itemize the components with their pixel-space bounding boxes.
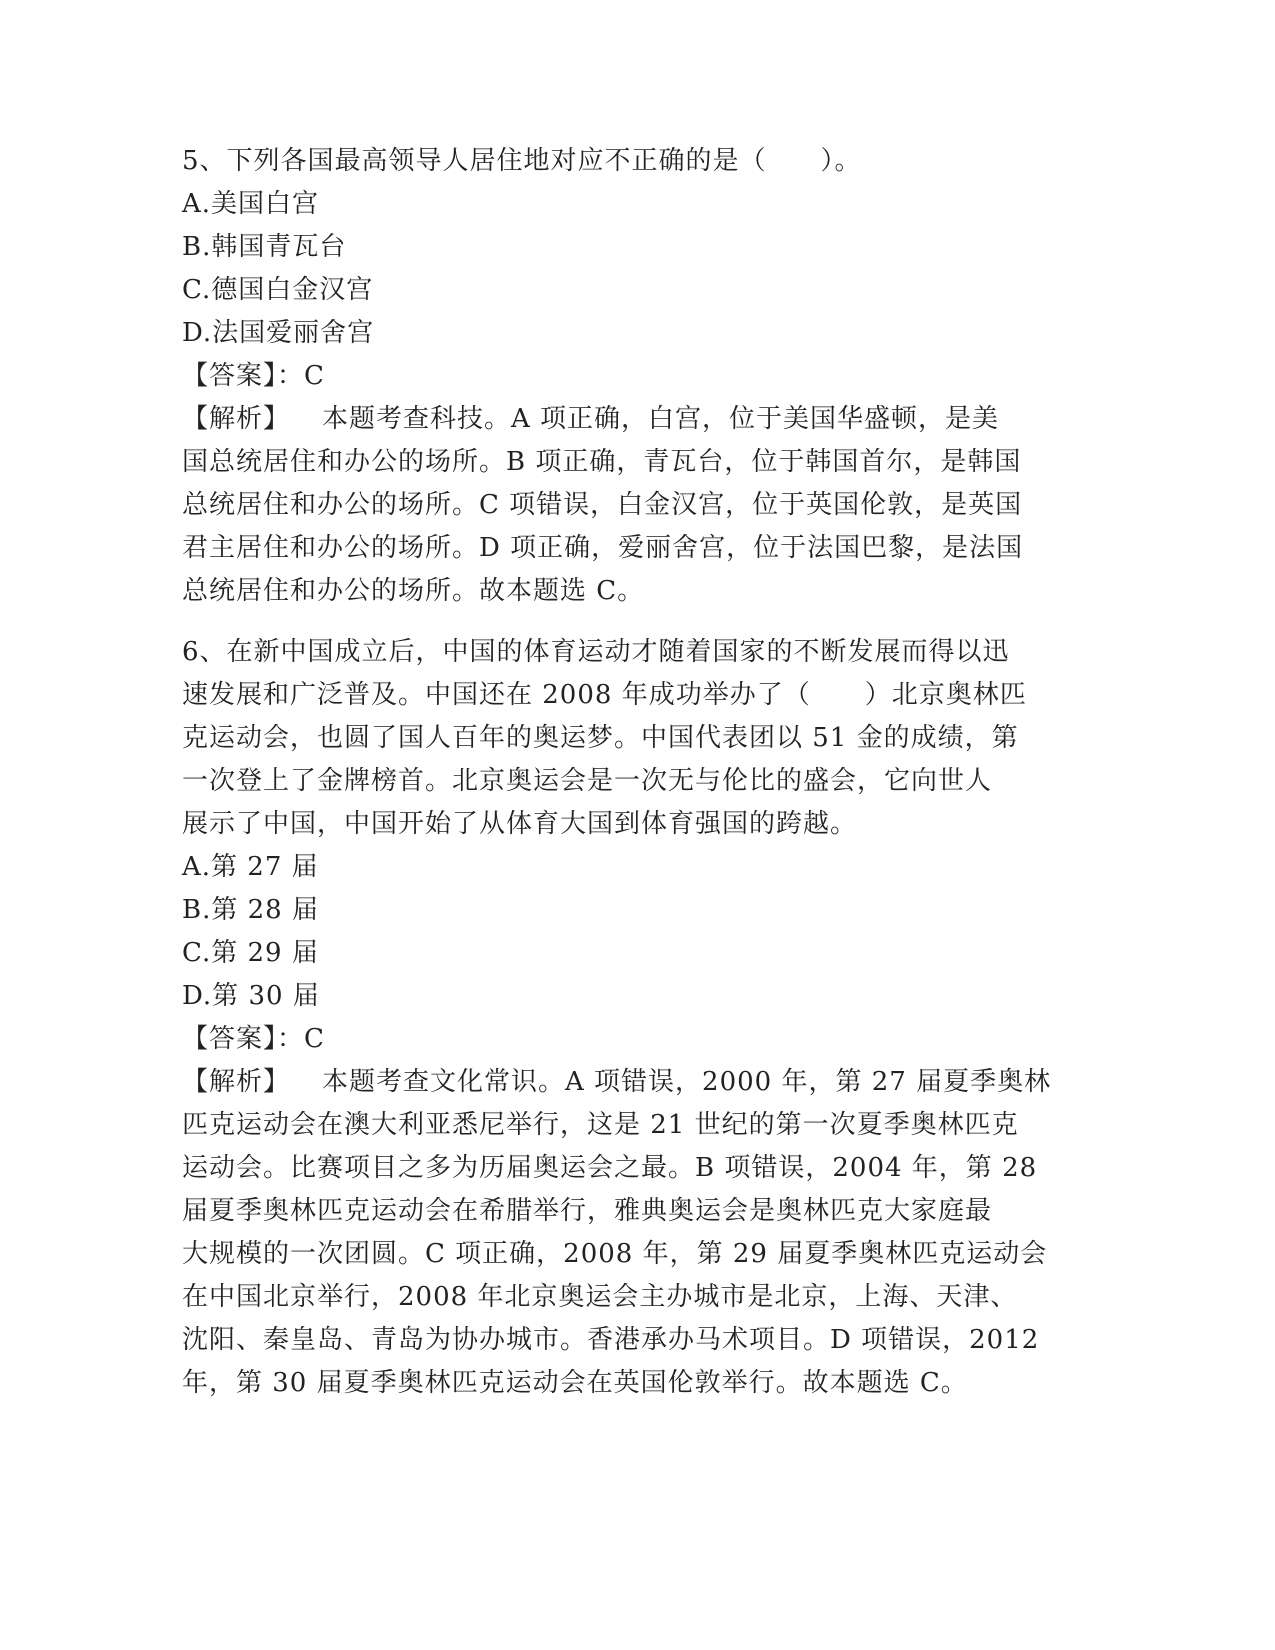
analysis-line-1: [182, 1061, 1082, 1104]
question-stem-line-3: 克运动会，也圆了国人百年的奥运梦。中国代表团以 51 金的成绩，第: [182, 723, 1019, 753]
question-5: [182, 140, 1082, 613]
analysis-line-3: 运动会。比赛项目之多为历届奥运会之最。B 项错误，2004 年，第 28: [182, 1153, 1038, 1183]
analysis-line-5: 总统居住和办公的场所。故本题选 C。: [182, 576, 645, 606]
analysis-line-4: 君主居住和办公的场所。D 项正确，爱丽舍宫，位于法国巴黎，是法国: [182, 533, 1024, 563]
option-d: D.法国爱丽舍宫: [182, 318, 375, 348]
option-c: C.德国白金汉宫: [182, 275, 374, 305]
answer-value: C: [304, 1024, 325, 1054]
analysis-label: 【解析】: [182, 1067, 291, 1097]
analysis-line-1: [182, 398, 1082, 441]
option-b: B.第 28 届: [182, 895, 319, 925]
analysis-label: 【解析】: [182, 404, 291, 434]
answer-label: 【答案】: [182, 1024, 278, 1054]
analysis-line-3: 总统居住和办公的场所。C 项错误，白金汉宫，位于英国伦敦，是英国: [182, 490, 1023, 520]
answer-line: [182, 1018, 1082, 1061]
analysis-line-7: 沈阳、秦皇岛、青岛为协办城市。香港承办马术项目。D 项错误，2012: [182, 1325, 1040, 1355]
analysis-line-8: 年，第 30 届夏季奥林匹克运动会在英国伦敦举行。故本题选 C。: [182, 1368, 968, 1398]
answer-value: C: [304, 361, 325, 391]
option-a: A.美国白宫: [182, 189, 320, 219]
option-b: B.韩国青瓦台: [182, 232, 347, 262]
document-page: [182, 140, 1082, 1405]
analysis-line-4: 届夏季奥林匹克运动会在希腊举行，雅典奥运会是奥林匹克大家庭最: [182, 1196, 993, 1226]
analysis-line-2: 国总统居住和办公的场所。B 项正确，青瓦台，位于韩国首尔，是韩国: [182, 447, 1022, 477]
analysis-line-5: 大规模的一次团圆。C 项正确，2008 年，第 29 届夏季奥林匹克运动会: [182, 1239, 1048, 1269]
question-stem-line-4: 一次登上了金牌榜首。北京奥运会是一次无与伦比的盛会，它向世人: [182, 766, 993, 796]
option-c: C.第 29 届: [182, 938, 319, 968]
question-stem-line-5: 展示了中国，中国开始了从体育大国到体育强国的跨越。: [182, 809, 858, 839]
question-stem-line-1: 6、在新中国成立后，中国的体育运动才随着国家的不断发展而得以迅: [182, 637, 1010, 667]
option-a: A.第 27 届: [182, 852, 319, 882]
analysis-line-2: 匹克运动会在澳大利亚悉尼举行，这是 21 世纪的第一次夏季奥林匹克: [182, 1110, 1019, 1140]
answer-label: 【答案】: [182, 361, 278, 391]
answer-separator: ：: [277, 361, 305, 391]
option-d: D.第 30 届: [182, 981, 320, 1011]
answer-line: [182, 355, 1082, 398]
question-stem-line-2: 速发展和广泛普及。中国还在 2008 年成功举办了（ ）北京奥林匹: [182, 680, 1027, 710]
answer-separator: ：: [277, 1024, 305, 1054]
question-6: [182, 631, 1082, 1405]
analysis-text: 本题考查文化常识。A 项错误，2000 年，第 27 届夏季奥林: [322, 1067, 1052, 1097]
analysis-line-6: 在中国北京举行，2008 年北京奥运会主办城市是北京，上海、天津、: [182, 1282, 1018, 1312]
analysis-text: 本题考查科技。A 项正确，白宫，位于美国华盛顿，是美: [322, 404, 1000, 434]
question-stem: 5、下列各国最高领导人居住地对应不正确的是（ ）。: [182, 146, 862, 176]
